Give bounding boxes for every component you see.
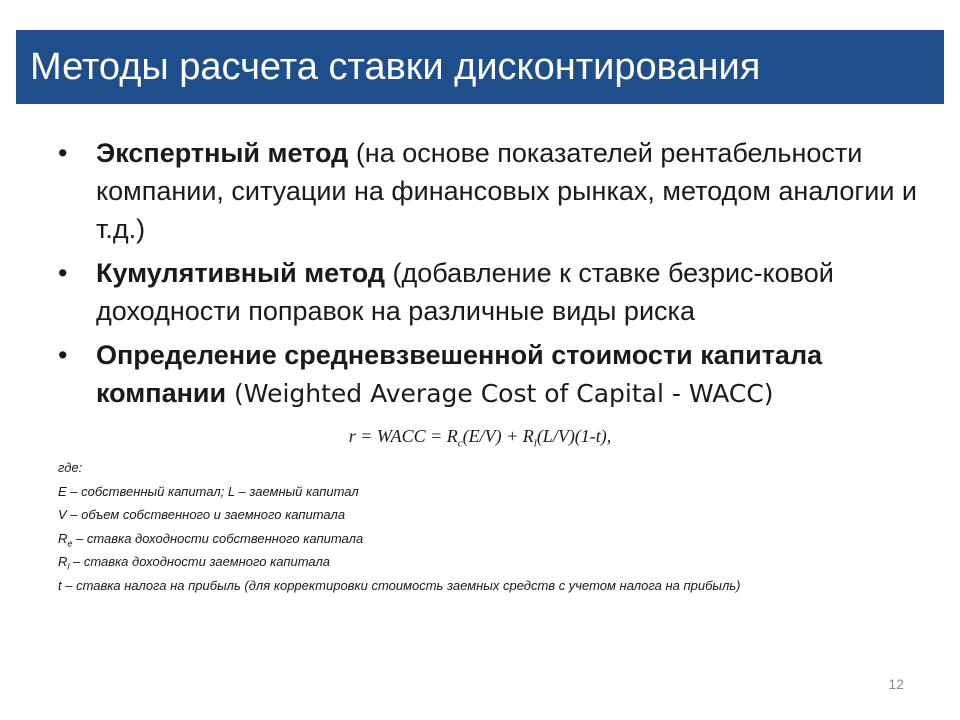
bullet-dot: • (58, 340, 68, 370)
legend-text: – ставка доходности заемного капитала (69, 554, 331, 569)
formula-part: r = WACC = R (348, 426, 458, 446)
bullet-heading: Определение средневзвешенной стоимости капитала компании (96, 340, 823, 408)
bullet-heading: Экспертный метод (96, 138, 349, 168)
bullet-text: (добавление к ставке безрис-ковой доходности поправок на различные виды риска (96, 258, 834, 326)
legend-line-re (58, 527, 938, 551)
page-number: 12 (888, 676, 904, 692)
legend-text: – ставка доходности собственного капитала (72, 530, 364, 546)
legend-intro: где: (58, 460, 83, 475)
formula-subscript: c (457, 437, 463, 450)
bullet-item-wacc (58, 336, 918, 413)
formula-part: (E/V) + R (462, 426, 534, 446)
formula-part: (L/V)(1-t), (536, 426, 612, 446)
legend-line-v: V – объем собственного и заемного капитала (58, 507, 346, 522)
legend-subscript: e (67, 538, 73, 549)
legend-symbol: R (58, 530, 68, 546)
bullet-item-cumulative (58, 254, 918, 330)
formula-legend (58, 456, 938, 597)
legend-line-rl (58, 550, 938, 574)
slide-title: Методы расчета ставки дисконтирования (30, 45, 761, 88)
bullet-dot: • (58, 138, 68, 168)
legend-subscript: l (67, 561, 70, 572)
wacc-formula (0, 426, 960, 450)
bullet-text: (Weighted Average Cost of Capital - WACC) (226, 379, 774, 408)
legend-line-e: E – собственный капитал; L – заемный капитал (58, 483, 359, 499)
legend-symbol: R (58, 554, 68, 569)
bullet-heading: Кумулятивный метод (96, 258, 385, 288)
legend-line-t: t – ставка налога на прибыль (для корректировки стоимость заемных средств с учетом налога на прибыль) (58, 577, 741, 593)
bullet-text: (на основе показателей рентабельности компании, ситуации на финансовых рынках, методом аналогии и т.д.) (96, 138, 918, 244)
bullet-item-expert (58, 134, 918, 248)
title-bar (16, 30, 944, 104)
bullet-list (58, 134, 918, 419)
formula-subscript: l (533, 437, 537, 450)
bullet-dot: • (58, 258, 68, 288)
